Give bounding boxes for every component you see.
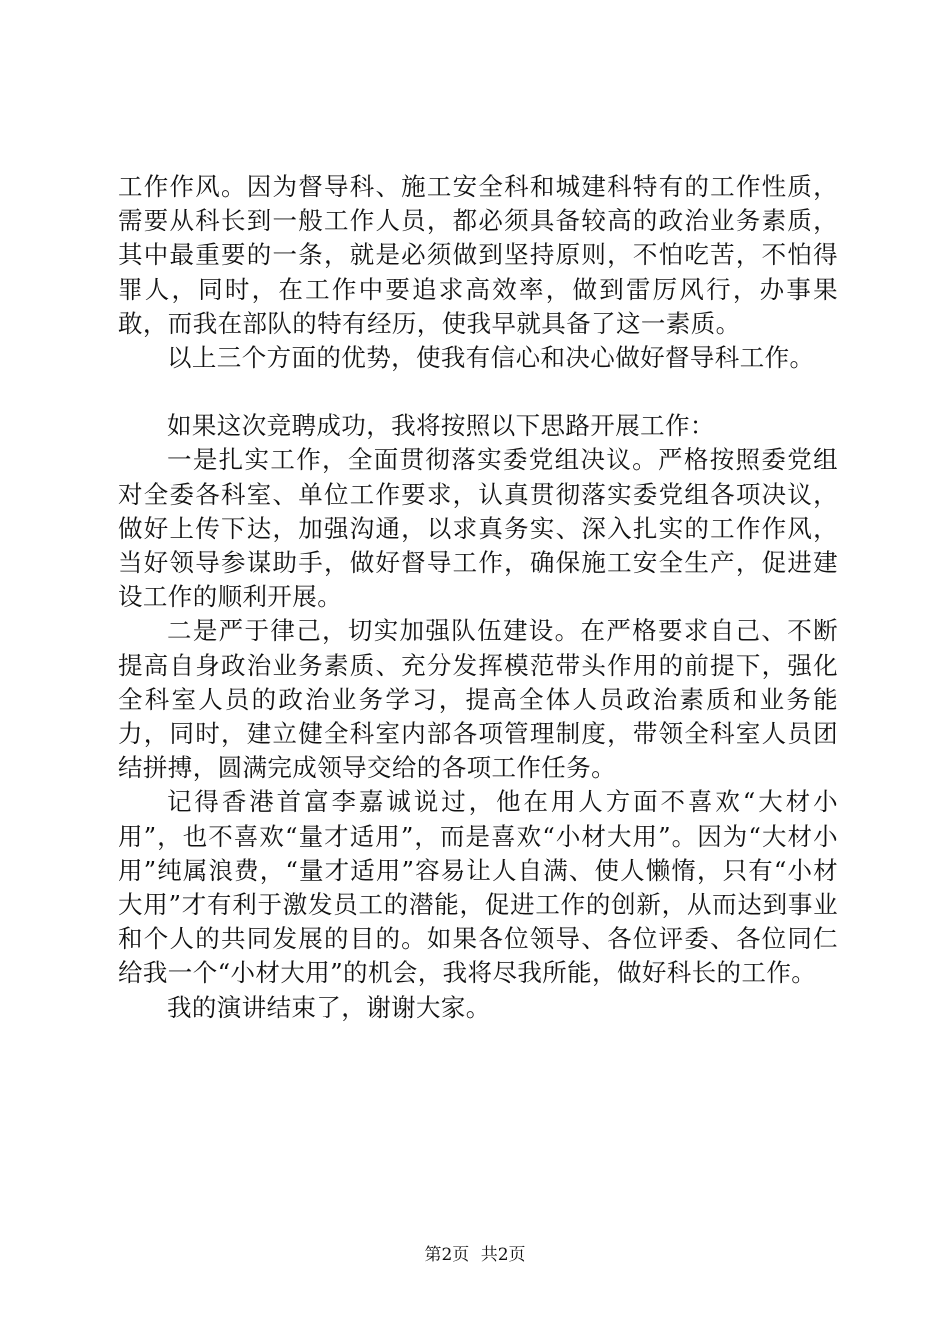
paragraph-quote: 记得香港首富李嘉诚说过，他在用人方面不喜欢“大材小用”，也不喜欢“量才适用”，而是喜欢“小材大用”。因为“大材小用”纯属浪费，“量才适用”容易让人自满、使人懒惰，只有“小材大用”才有利于激发员工的潜能，促进工作的创新，从而达到事业和个人的共同发展的目的。如果各位领导、各位评委、各位同仁给我一个“小材大用”的机会，我将尽我所能，做好科长的工作。	[118, 787, 838, 988]
paragraph-summary: 以上三个方面的优势，使我有信心和决心做好督导科工作。	[167, 343, 815, 373]
document-body	[118, 170, 838, 1025]
page-total: 共2页	[480, 1245, 526, 1265]
paragraph-plan-two: 二是严于律己，切实加强队伍建设。在严格要求自己、不断提高自身政治业务素质、充分发挥模范带头作用的前提下，强化全科室人员的政治业务学习，提高全体人员政治素质和业务能力，同时，建立健全科室内部各项管理制度，带领全科室人员团结拼搏，圆满完成领导交给的各项工作任务。	[118, 616, 838, 783]
paragraph-closing: 我的演讲结束了，谢谢大家。	[167, 992, 491, 1022]
paragraph-plan-intro: 如果这次竞聘成功，我将按照以下思路开展工作：	[167, 411, 715, 441]
paragraph-continuation: 工作作风。因为督导科、施工安全科和城建科特有的工作性质，需要从科长到一般工作人员，都必须具备较高的政治业务素质，其中最重要的一条，就是必须做到坚持原则，不怕吃苦，不怕得罪人，同时，在工作中要追求高效率，做到雷厉风行，办事果敢，而我在部队的特有经历，使我早就具备了这一素质。	[118, 172, 838, 338]
page-footer	[0, 1244, 950, 1266]
paragraph-plan-one: 一是扎实工作，全面贯彻落实委党组决议。严格按照委党组对全委各科室、单位工作要求，认真贯彻落实委党组各项决议，做好上传下达，加强沟通，以求真务实、深入扎实的工作作风，当好领导参谋助手，做好督导工作，确保施工安全生产，促进建设工作的顺利开展。	[118, 445, 838, 612]
page-number: 第2页	[424, 1245, 470, 1265]
